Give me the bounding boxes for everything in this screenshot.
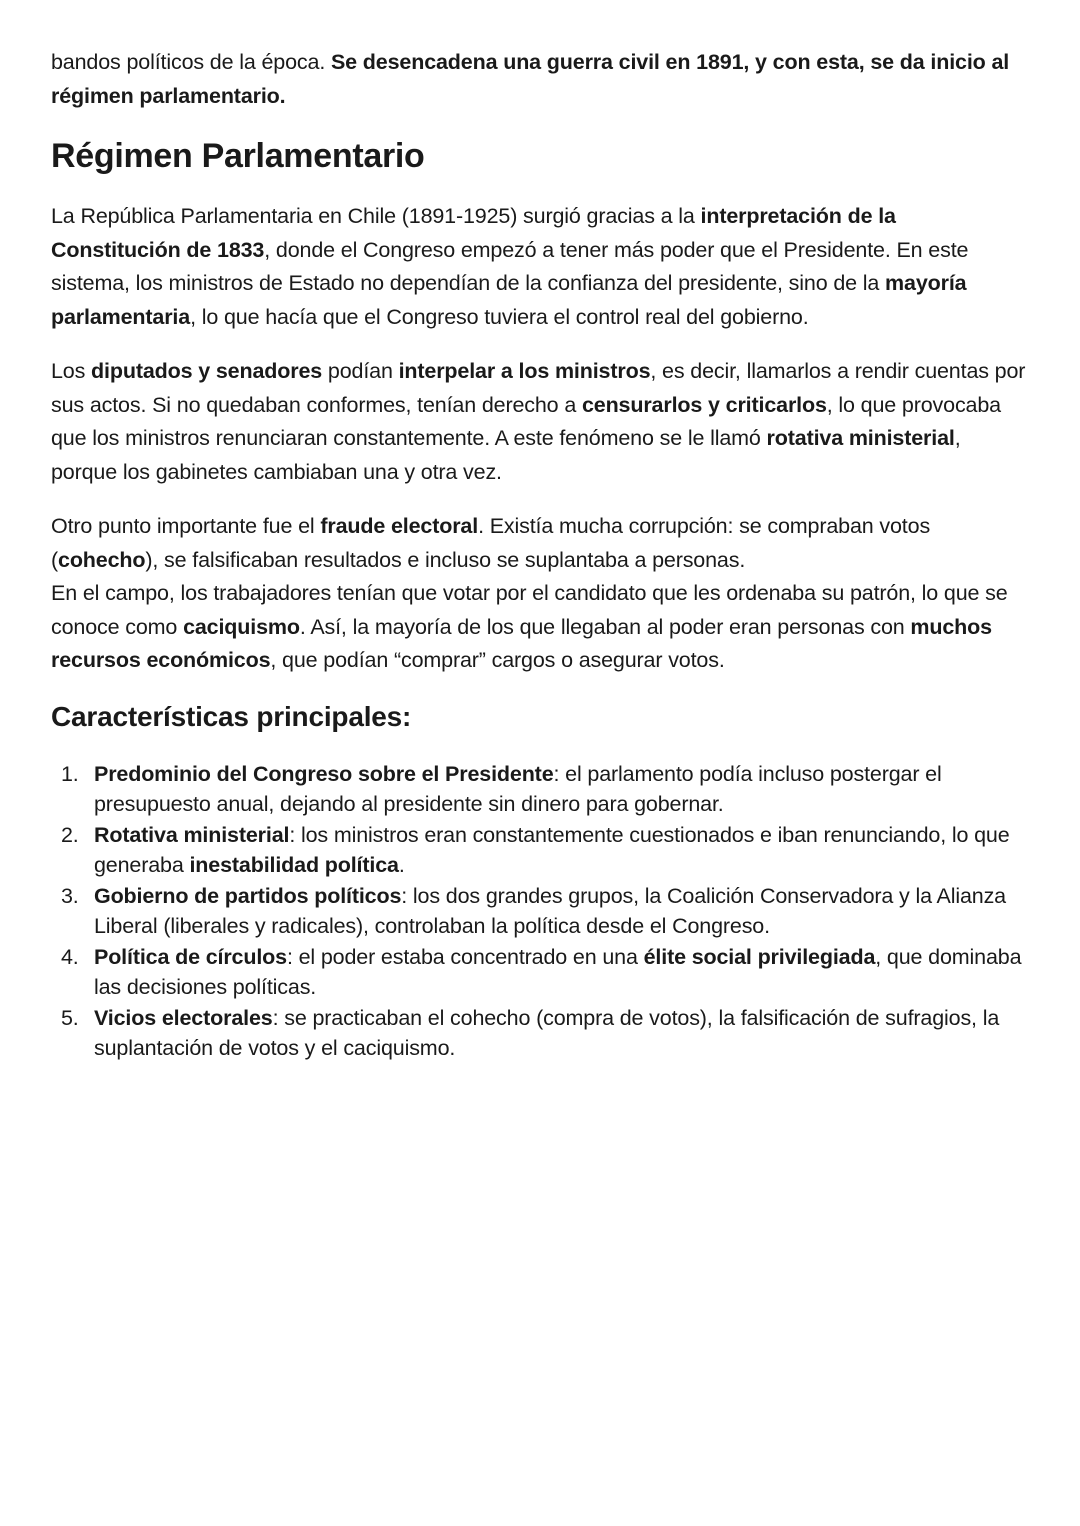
bold-text: mayoría parlamentaria [51,271,967,329]
feature-item [51,820,1030,881]
text-run: , porque los gabinetes cambiaban una y otra vez. [51,426,961,484]
section-title: Régimen Parlamentario [51,137,425,175]
text-run: , lo que provocaba que los ministros renunciaran constantemente. A este fenómeno se le llamó [51,392,1001,450]
bold-text: inestabilidad política [189,853,399,877]
text-run: ), se falsificaban resultados e incluso se suplantaba a personas. [145,547,746,572]
text-run: : el poder estaba concentrado en una [286,944,644,969]
feature-item [51,759,1030,820]
text-run: Los [51,359,92,383]
text-run: . Existía mucha corrupción: se compraban votos ( [51,514,931,572]
text-run: : los dos grandes grupos, la Coalición Conservadora y la Alianza Liberal (liberales y radicales), controlaban la política desde el Congreso. [94,883,1006,938]
bold-text: rotativa ministerial [766,426,955,450]
bold-text: cohecho [58,547,146,572]
bold-text: censurarlos y criticarlos [581,392,827,417]
feature-item [51,942,1030,1003]
text-run: , lo que hacía que el Congreso tuviera el control real del gobierno. [190,304,809,329]
bold-text: interpretación de la Constitución de 1833 [51,204,896,262]
bold-text: Predominio del Congreso sobre el Presidente [94,761,554,786]
feature-text [94,1006,999,1061]
text-run: podían [322,359,399,383]
text-run: . [398,853,405,877]
feature-number: 1. [61,761,79,786]
feature-number: 4. [61,944,79,969]
text-run: : el parlamento podía incluso postergar el presupuesto anual, dejando al presidente sin dinero para gobernar. [94,761,942,816]
bold-text: Se desencadena una guerra civil en 1891, y con esta, se da inicio al régimen parlamentario. [51,50,1010,108]
feature-number: 3. [61,883,79,908]
bold-text: interpelar a los ministros [398,359,651,383]
bold-text: caciquismo [183,614,300,639]
paragraph-origin [51,200,1030,334]
text-run: . Así, la mayoría de los que llegaban al poder eran personas con [299,614,911,639]
text-run: , es decir, llamarlos a rendir cuentas por sus actos. Si no quedaban conformes, tenían derecho a [51,359,1026,417]
feature-item [51,1003,1030,1064]
bold-text: Rotativa ministerial [94,822,290,847]
features-list [51,759,1030,1064]
text-run: Otro punto importante fue el [51,514,321,538]
text-run: bandos políticos de la época. [51,50,331,74]
text-run: En el campo, los trabajadores tenían que votar por el candidato que les ordenaba su patrón, lo que se conoce como [51,581,1008,639]
bold-text: Gobierno de partidos políticos [94,883,402,908]
intro-paragraph [51,46,1030,113]
feature-item [51,881,1030,942]
feature-text [94,823,1010,878]
feature-number: 2. [61,822,79,847]
bold-text: fraude electoral [320,514,479,538]
text-run: , que dominaba las decisiones políticas. [94,944,1022,999]
paragraph-electoral-fraud [51,510,1030,678]
text-run: La República Parlamentaria en Chile (1891-1925) surgió gracias a la [51,204,701,228]
feature-text [94,945,1021,1000]
bold-text: élite social privilegiada [643,944,876,969]
bold-text: Política de círculos [94,944,287,969]
bold-text: Vicios electorales [94,1005,273,1030]
text-run: , que podían “comprar” cargos o asegurar votos. [270,648,725,672]
feature-number: 5. [61,1005,79,1030]
text-run: : los ministros eran constantemente cuestionados e iban renunciando, lo que generaba [94,822,1010,877]
feature-text [94,884,1006,939]
subsection-title: Características principales: [51,700,412,732]
text-run: , donde el Congreso empezó a tener más poder que el Presidente. En este sistema, los ministros de Estado no dependían de la confianza del presidente, sino de la [51,237,969,295]
paragraph-interpelation [51,355,1030,489]
bold-text: diputados y senadores [91,359,323,383]
feature-text [94,762,942,817]
text-run: : se practicaban el cohecho (compra de votos), la falsificación de sufragios, la suplantación de votos y el caciquismo. [94,1005,1000,1060]
bold-text: muchos recursos económicos [51,614,992,672]
